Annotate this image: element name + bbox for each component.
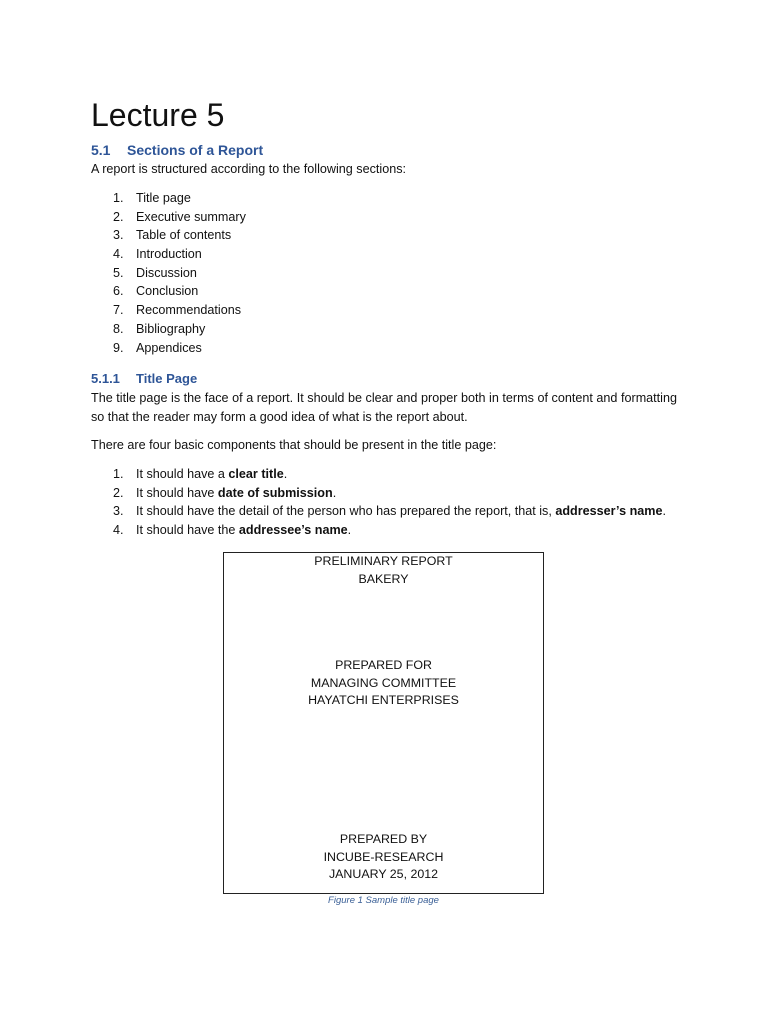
list-item-number: 2. — [113, 209, 124, 224]
list-item-text: Introduction — [136, 247, 202, 262]
list-item-number: 9. — [113, 340, 124, 355]
figure-line: HAYATCHI ENTERPRISES — [308, 693, 459, 707]
title-page-components-list — [91, 465, 666, 540]
list-item-number: 1. — [113, 467, 124, 481]
list-item — [91, 282, 246, 301]
list-item-number: 3. — [113, 504, 124, 519]
subsection-heading — [91, 369, 197, 389]
list-item-emphasis: addresser’s name — [555, 504, 663, 519]
list-item — [91, 502, 666, 521]
list-item — [91, 226, 246, 245]
figure-line: MANAGING COMMITTEE — [310, 675, 457, 690]
list-item-punctuation: . — [332, 485, 337, 500]
figure-caption: Figure 1 Sample title page — [328, 895, 439, 906]
section-heading — [91, 140, 263, 160]
list-item-text: Bibliography — [136, 321, 206, 336]
figure-line: PREPARED FOR — [335, 658, 432, 672]
list-item-number: 8. — [113, 321, 124, 336]
list-item-text: Table of contents — [136, 228, 232, 243]
figure-line: BAKERY — [358, 571, 409, 586]
list-item — [91, 465, 666, 484]
list-item-number: 7. — [113, 303, 124, 318]
list-item-emphasis: date of submission — [217, 485, 333, 500]
list-item — [91, 245, 246, 264]
list-item — [91, 484, 666, 503]
list-item-punctuation: . — [347, 523, 352, 538]
list-item-number: 4. — [113, 247, 124, 262]
list-item — [91, 189, 246, 208]
list-item-text: Title page — [136, 191, 191, 205]
list-item-number: 3. — [113, 228, 124, 243]
figure-line: INCUBE-RESEARCH — [323, 849, 444, 864]
figure-line: PRELIMINARY REPORT — [314, 554, 453, 568]
list-item-number: 2. — [113, 485, 124, 500]
subsection-title: Title Page — [136, 371, 198, 386]
list-item — [91, 339, 246, 358]
list-item-text: Conclusion — [136, 284, 199, 299]
list-item-punctuation: . — [662, 504, 666, 519]
list-item-number: 1. — [113, 191, 124, 205]
figure-title-block — [224, 553, 543, 588]
figure-line: JANUARY 25, 2012 — [328, 867, 439, 881]
figure-line: PREPARED BY — [339, 832, 428, 846]
section-title: Sections of a Report — [127, 142, 264, 158]
lecture-title: Lecture 5 — [91, 97, 225, 133]
subsection-number: 5.1.1 — [91, 371, 120, 386]
list-item-text: Recommendations — [136, 303, 241, 318]
list-item-punctuation: . — [283, 467, 288, 481]
figure-prepared-by-block — [224, 831, 543, 884]
list-item-text: Discussion — [136, 265, 197, 280]
list-item-text: Appendices — [136, 340, 202, 355]
list-item-text: It should have a — [136, 467, 229, 481]
list-item-emphasis: clear title — [228, 467, 284, 481]
list-item — [91, 301, 246, 320]
list-item-emphasis: addressee’s name — [238, 523, 348, 538]
figure-prepared-for-block — [224, 657, 543, 710]
list-item — [91, 208, 246, 227]
section-number: 5.1 — [91, 142, 111, 158]
title-page-paragraph: The title page is the face of a report. It should be clear and proper both in terms of content and formatting so that the reader may form a good idea of what is the report about. — [91, 391, 677, 424]
list-item-number: 6. — [113, 284, 124, 299]
list-item-number: 4. — [113, 523, 124, 538]
intro-paragraph: A report is structured according to the following sections: — [91, 162, 407, 176]
list-item-number: 5. — [113, 265, 124, 280]
list-item — [91, 264, 246, 283]
sample-title-page-figure — [223, 552, 544, 894]
list-item-text: It should have the — [136, 523, 239, 538]
list-item-text: It should have the detail of the person who has prepared the report, that is, — [136, 504, 556, 519]
list-item-text: Executive summary — [136, 209, 246, 224]
report-sections-list — [91, 189, 246, 357]
list-item — [91, 320, 246, 339]
list-item-text: It should have — [136, 485, 218, 500]
list-item — [91, 521, 666, 540]
components-intro-paragraph: There are four basic components that should be present in the title page: — [91, 438, 497, 452]
